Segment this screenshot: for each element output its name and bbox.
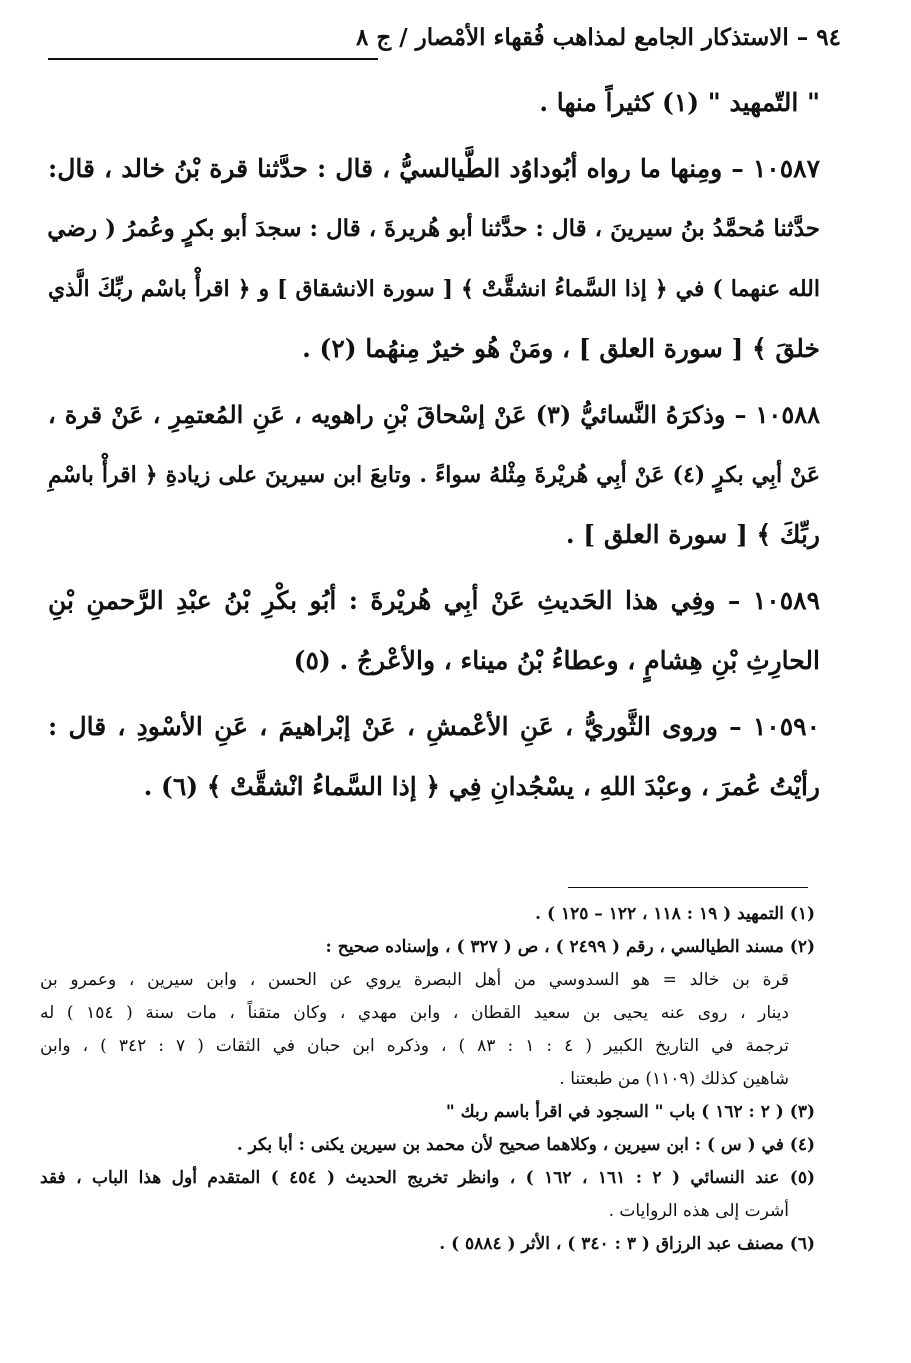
footnote-line: (٤) في ( س ) : ابن سيرين ، وكلاهما صحيح لأن محمد بن سيرين يكنى : أبا بكر . <box>236 1135 815 1155</box>
text-line: " التّمهيد " (١) كثيراً منها . <box>539 88 820 117</box>
text-line: عَنْ أبِي بكرٍ (٤) عَنْ أبِي هُريْرةَ مِثْلهُ سواءً . وتابعَ ابن سيرينَ على زيادةِ ﴿ اقرأْ باسْمِ <box>48 462 820 488</box>
main-text <box>48 88 820 832</box>
footnote-line: (٥) عند النسائي ( ٢ : ١٦١ ، ١٦٢ ) ، وانظر تخريج الحديث ( ٤٥٤ ) المتقدم أول هذا الباب ، فقد <box>40 1168 815 1188</box>
footnote-line: شاهين كذلك (١١٠٩) من طبعتنا . <box>559 1069 789 1089</box>
text-line: ربِّكَ ﴾ [ سورة العلق ] . <box>565 520 820 549</box>
footnote-line: (٢) مسند الطيالسي ، رقم ( ٢٤٩٩ ) ، ص ( ٣٢٧ ) ، وإسناده صحيح : <box>325 937 815 957</box>
page-header: ٩٤ – الاستذكار الجامع لمذاهب فُقهاء الأمْصار / ج ٨ <box>356 24 841 51</box>
text-line: الله عنهما ) في ﴿ إذا السَّماءُ انشقَّتْ ﴾ [ سورة الانشقاق ] و ﴿ اقرأْ باسْم ربِّكَ الَّذي <box>48 276 820 302</box>
footnotes <box>40 902 815 1265</box>
footnote-line: (١) التمهيد ( ١٩ : ١١٨ ، ١٢٢ – ١٢٥ ) . <box>535 904 815 924</box>
text-line: ١٠٥٨٧ – ومِنها ما رواه أبُوداوُد الطَّيالسيُّ ، قال : حدَّثنا قرة بْنُ خالد ، قال: <box>48 154 820 183</box>
footnote-line: (٣) ( ٢ : ١٦٢ ) باب " السجود في اقرأ باسم ربك " <box>445 1102 815 1122</box>
footnote-separator <box>568 887 808 888</box>
footnote-line: (٦) مصنف عبد الرزاق ( ٣ : ٣٤٠ ) ، الأثر ( ٥٨٨٤ ) . <box>439 1234 815 1254</box>
text-line: ١٠٥٨٩ – وفِي هذا الحَديثِ عَنْ أبِي هُريْرةَ : أبُو بكْرِ بْنُ عبْدِ الرَّحمنِ بْنِ <box>48 586 820 615</box>
text-line: ١٠٥٩٠ – وروى الثَّوريُّ ، عَنِ الأعْمشِ ، عَنْ إبْراهيمَ ، عَنِ الأسْودِ ، قال : <box>48 712 820 741</box>
footnote-line: ترجمة في التاريخ الكبير ( ٤ : ١ : ٨٣ ) ، وذكره ابن حبان في الثقات ( ٧ : ٣٤٢ ) ، وابن <box>40 1036 790 1056</box>
header-rule <box>48 58 378 60</box>
footnote-line: قرة بن خالد = هو السدوسي من أهل البصرة يروي عن الحسن ، وابن سيرين ، وعمرو بن <box>40 970 789 990</box>
text-line: الحارِثِ بْنِ هِشامٍ ، وعطاءُ بْنُ ميناء ، والأعْرجُ . (٥) <box>293 646 820 675</box>
footnote-line: دينار ، روى عنه يحيى بن سعيد القطان ، وابن مهدي ، وكان متقناً ، مات سنة ( ١٥٤ ) له <box>40 1003 789 1023</box>
text-line: خلقَ ﴾ [ سورة العلق ] ، ومَنْ هُو خيرٌ مِنهُما (٢) . <box>302 334 820 363</box>
text-line: حدَّثنا مُحمَّدُ بنُ سيرينَ ، قال : حدَّثنا أبو هُريرةَ ، قال : سجدَ أبو بكرٍ وعُمرُ ( رضي <box>47 215 820 242</box>
text-line: رأيْتُ عُمرَ ، وعبْدَ اللهِ ، يسْجُدانِ فِي ﴿ إذا السَّماءُ انْشقَّتْ ﴾ (٦) . <box>143 772 820 801</box>
footnote-line: أشرت إلى هذه الروايات . <box>608 1201 789 1221</box>
text-line: ١٠٥٨٨ – وذكرَهُ النَّسائيُّ (٣) عَنْ إسْحاقَ بْنِ راهويه ، عَنِ المُعتمِرِ ، عَنْ قرة ، <box>48 400 820 429</box>
